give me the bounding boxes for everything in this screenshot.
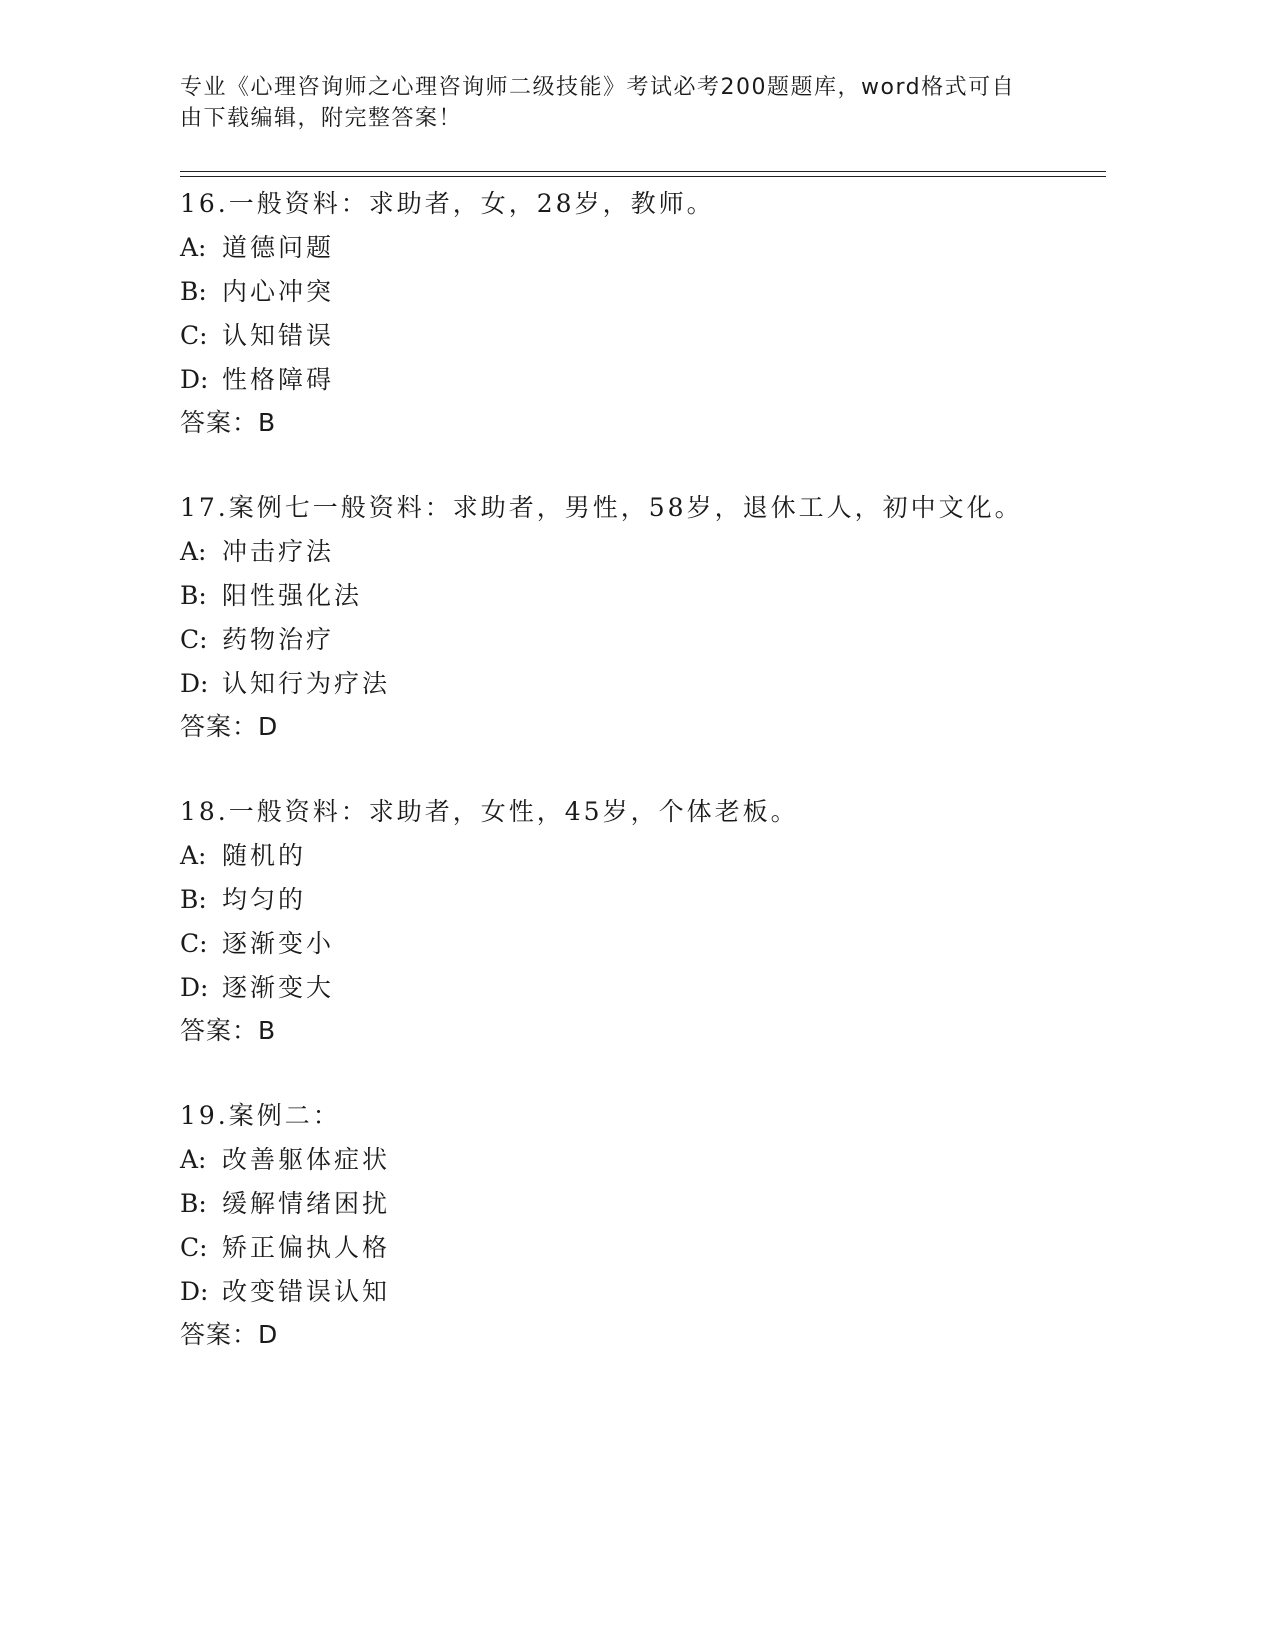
header-rule-bottom [180,176,1106,177]
option-letter: D: [180,365,209,394]
header-rule-top [180,171,1106,172]
question-16 [180,182,1106,444]
option-text: 性格障碍 [222,365,335,394]
option-b [180,878,1106,922]
option-letter: A: [180,841,207,870]
answer-line: 答案：B [180,408,277,437]
option-c [180,922,1106,966]
question-19 [180,1094,1106,1356]
question-title: 19.案例二： [180,1101,341,1130]
option-text: 缓解情绪困扰 [222,1189,391,1218]
option-text: 道德问题 [222,233,335,262]
option-letter: A: [180,233,207,262]
option-letter: C: [180,1233,208,1262]
option-letter: D: [180,669,209,698]
question-title: 17.案例七一般资料：求助者，男性，58岁，退休工人，初中文化。 [180,493,1023,522]
option-a [180,226,1106,270]
option-letter: A: [180,537,207,566]
option-b [180,574,1106,618]
option-d [180,358,1106,402]
option-letter: B: [180,885,207,914]
option-c [180,618,1106,662]
option-letter: C: [180,321,208,350]
option-c [180,1226,1106,1270]
option-d [180,662,1106,706]
option-letter: D: [180,1277,209,1306]
option-a [180,530,1106,574]
header-line-1: 专业《心理咨询师之心理咨询师二级技能》考试必考200题题库，word格式可自 [180,75,1016,100]
option-letter: B: [180,277,207,306]
answer-line: 答案：D [180,712,279,741]
option-text: 冲击疗法 [222,537,335,566]
option-d [180,1270,1106,1314]
header-line-2: 由下载编辑，附完整答案！ [180,106,463,131]
option-text: 改变错误认知 [222,1277,391,1306]
option-text: 逐渐变小 [222,929,335,958]
answer-line: 答案：B [180,1016,277,1045]
option-letter: D: [180,973,209,1002]
option-letter: B: [180,581,207,610]
option-text: 均匀的 [222,885,307,914]
option-letter: B: [180,1189,207,1218]
option-c [180,314,1106,358]
answer-line: 答案：D [180,1320,279,1349]
option-letter: C: [180,625,208,654]
option-text: 逐渐变大 [222,973,335,1002]
question-18 [180,790,1106,1052]
document-header [180,72,1040,134]
option-letter: A: [180,1145,207,1174]
option-letter: C: [180,929,208,958]
option-text: 认知行为疗法 [222,669,391,698]
question-17 [180,486,1106,748]
option-b [180,1182,1106,1226]
option-text: 药物治疗 [222,625,335,654]
option-text: 改善躯体症状 [222,1145,391,1174]
question-title: 18.一般资料：求助者，女性，45岁，个体老板。 [180,797,799,826]
option-text: 随机的 [222,841,307,870]
option-a [180,1138,1106,1182]
option-text: 认知错误 [222,321,335,350]
option-text: 矫正偏执人格 [222,1233,391,1262]
question-list [180,182,1106,1398]
option-b [180,270,1106,314]
option-text: 阳性强化法 [222,581,363,610]
option-d [180,966,1106,1010]
question-title: 16.一般资料：求助者，女，28岁，教师。 [180,189,715,218]
option-text: 内心冲突 [222,277,335,306]
option-a [180,834,1106,878]
